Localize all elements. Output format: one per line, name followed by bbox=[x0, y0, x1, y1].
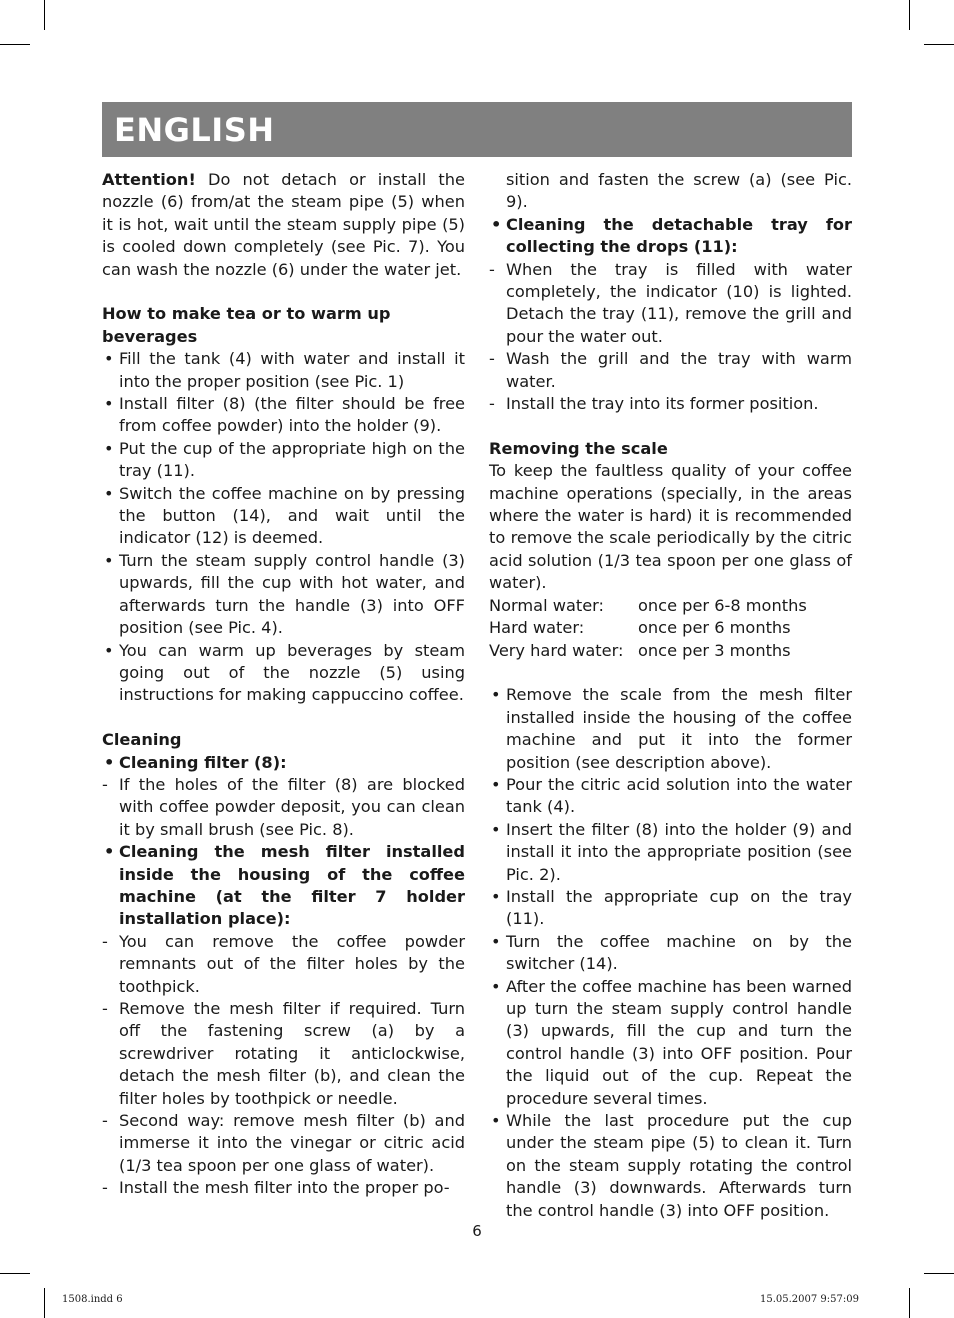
page-title: ENGLISH bbox=[114, 111, 275, 149]
list-item-text: Insert the filter (8) into the holder (9) and install it into the appropriate position (see Pic. 2). bbox=[506, 819, 852, 884]
bullet-mark: • bbox=[104, 842, 115, 862]
list-item bbox=[102, 640, 465, 707]
cleaning-filter-heading bbox=[102, 752, 465, 774]
right-column bbox=[489, 169, 852, 1222]
crop-mark bbox=[909, 1288, 910, 1318]
schedule-row bbox=[489, 640, 852, 662]
continued-text bbox=[489, 169, 852, 214]
list-item-text: Turn the steam supply control handle (3) upwards, fill the cup with hot water, and afterwards turn the handle (3) into OFF position (see Pic. 4). bbox=[119, 550, 465, 638]
dash-mark: - bbox=[102, 1111, 108, 1131]
schedule-value: once per 6-8 months bbox=[638, 595, 807, 615]
dash-mark: - bbox=[102, 774, 108, 794]
list-item-text: After the coffee machine has been warned up turn the steam supply control handle (3) upwards, fill the cup and turn the control handle (3) into OFF position. Pour the liquid out of the cup. Repeat the procedure several times. bbox=[506, 976, 852, 1108]
bullet-mark: • bbox=[104, 483, 114, 503]
schedule-label: Normal water: bbox=[489, 595, 605, 615]
list-item-text: Remove the mesh filter if required. Turn off the fastening screw (a) by a screwdriver rotating it anticlockwise, detach the mesh filter (b), and clean the filter holes by toothpick or needle. bbox=[119, 999, 465, 1108]
bullet-mark: • bbox=[104, 349, 114, 369]
list-item-text: Cleaning the mesh filter installed inside the housing of the coffee machine (at the filter 7 holder installation place): bbox=[119, 842, 465, 929]
bullet-mark: • bbox=[104, 438, 114, 458]
list-item bbox=[102, 348, 465, 393]
dash-mark: - bbox=[102, 1178, 108, 1198]
list-item-text: Install the appropriate cup on the tray (11). bbox=[506, 886, 852, 929]
header-bar bbox=[102, 102, 852, 157]
list-item bbox=[489, 1110, 852, 1222]
bullet-mark: • bbox=[104, 752, 115, 772]
list-item bbox=[102, 931, 465, 998]
list-item bbox=[489, 774, 852, 819]
list-item bbox=[489, 931, 852, 976]
bullet-mark: • bbox=[491, 931, 501, 951]
list-item-text: Install the tray into its former position. bbox=[506, 394, 819, 414]
schedule-value: once per 6 months bbox=[638, 618, 791, 638]
attention-paragraph bbox=[102, 169, 465, 281]
dash-mark: - bbox=[102, 999, 108, 1018]
list-item-text: You can remove the coffee powder remnants out of the filter holes by the toothpick. bbox=[119, 931, 465, 996]
list-item bbox=[489, 393, 852, 415]
list-item bbox=[489, 886, 852, 931]
bullet-mark: • bbox=[491, 774, 501, 794]
list-item bbox=[102, 438, 465, 483]
crop-mark bbox=[0, 44, 30, 45]
attention-text: Do not detach or install the nozzle (6) from/at the steam pipe (5) when it is hot, wait until the steam supply pipe (5) is cooled down completely (see Pic. 7). You can wash the nozzle (6) under the water jet. bbox=[102, 170, 465, 279]
list-item bbox=[102, 393, 465, 438]
bullet-mark: • bbox=[104, 550, 114, 570]
list-item-text: Turn the coffee machine on by the switcher (14). bbox=[506, 931, 852, 974]
bullet-mark: • bbox=[491, 976, 501, 996]
left-column bbox=[102, 169, 465, 1200]
spacer bbox=[102, 707, 465, 729]
list-item bbox=[102, 998, 465, 1110]
crop-mark bbox=[909, 0, 910, 30]
crop-mark bbox=[924, 44, 954, 45]
list-item bbox=[489, 684, 852, 774]
list-item-text: Install the mesh filter into the proper po- bbox=[119, 1178, 450, 1198]
list-item-text: While the last procedure put the cup under the steam pipe (5) to clean it. Turn on the steam supply rotating the control handle (3) downwards. Afterwards turn the control handle (3) into OFF position. bbox=[506, 1111, 852, 1220]
bullet-mark: • bbox=[491, 214, 502, 234]
list-item-text: Cleaning the detachable tray for collecting the drops (11): bbox=[506, 214, 852, 257]
spacer bbox=[102, 281, 465, 303]
mesh-filter-heading bbox=[102, 841, 465, 931]
list-item-text: Cleaning filter (8): bbox=[119, 752, 287, 772]
schedule-label: Very hard water: bbox=[489, 640, 624, 660]
list-item-text: sition and fasten the screw (a) (see Pic. 9). bbox=[506, 170, 852, 212]
bullet-mark: • bbox=[104, 394, 114, 414]
list-item bbox=[102, 483, 465, 550]
crop-mark bbox=[44, 1288, 45, 1318]
list-item bbox=[102, 1110, 465, 1177]
list-item bbox=[102, 774, 465, 841]
crop-mark bbox=[924, 1273, 954, 1274]
footer-file-name: 1508.indd 6 bbox=[62, 1294, 123, 1305]
list-item-text: When the tray is filled with water completely, the indicator (10) is lighted. Detach the tray (11), remove the grill and pour the water out. bbox=[506, 259, 852, 346]
bullet-mark: • bbox=[491, 685, 501, 705]
spacer bbox=[489, 662, 852, 684]
bullet-mark: • bbox=[491, 886, 501, 906]
scale-heading: Removing the scale bbox=[489, 438, 668, 458]
list-item bbox=[489, 819, 852, 886]
list-item-text: Remove the scale from the mesh filter installed inside the housing of the coffee machine and put it into the former position (see description above). bbox=[506, 685, 852, 772]
list-item-text: Fill the tank (4) with water and install it into the proper position (see Pic. 1) bbox=[119, 349, 465, 391]
crop-mark bbox=[0, 1273, 30, 1274]
dash-mark: - bbox=[489, 394, 495, 414]
list-item-text: Second way: remove mesh filter (b) and immerse it into the vinegar or citric acid (1/3 tea spoon per one glass of water). bbox=[119, 1111, 465, 1175]
bullet-mark: • bbox=[491, 1111, 501, 1131]
bullet-mark: • bbox=[104, 640, 114, 660]
bullet-mark: • bbox=[491, 819, 501, 839]
attention-label: Attention! bbox=[102, 170, 196, 189]
scale-intro: To keep the faultless quality of your coffee machine operations (specially, in the areas where the water is hard) it is recommended to remove the scale periodically by the citric acid solution (1/3 tea spoon per one glass of water). bbox=[489, 461, 852, 593]
list-item-text: If the holes of the filter (8) are blocked with coffee powder deposit, you can clean it by small brush (see Pic. 8). bbox=[119, 774, 465, 839]
list-item-text: Pour the citric acid solution into the water tank (4). bbox=[506, 774, 852, 817]
dash-mark: - bbox=[102, 931, 108, 951]
schedule-label: Hard water: bbox=[489, 618, 585, 638]
page-number: 6 bbox=[472, 1222, 482, 1240]
schedule-value: once per 3 months bbox=[638, 640, 791, 660]
tray-heading bbox=[489, 214, 852, 259]
list-item bbox=[102, 550, 465, 640]
schedule-row bbox=[489, 595, 852, 617]
crop-mark bbox=[44, 0, 45, 30]
cleaning-heading: Cleaning bbox=[102, 730, 182, 750]
list-item bbox=[489, 976, 852, 1110]
footer-date-time: 15.05.2007 9:57:09 bbox=[760, 1294, 859, 1305]
list-item-text: Switch the coffee machine on by pressing the button (14), and wait until the indicator (12) is deemed. bbox=[119, 483, 465, 548]
list-item bbox=[489, 348, 852, 393]
dash-mark: - bbox=[489, 259, 495, 279]
list-item-text: Wash the grill and the tray with warm water. bbox=[506, 349, 852, 391]
list-item-text: You can warm up beverages by steam going out of the nozzle (5) using instructions for making cappuccino coffee. bbox=[119, 640, 465, 705]
spacer bbox=[489, 415, 852, 437]
schedule-row bbox=[489, 617, 852, 639]
tea-heading: How to make tea or to warm up beverages bbox=[102, 304, 391, 346]
list-item bbox=[102, 1177, 465, 1199]
list-item-text: Put the cup of the appropriate high on the tray (11). bbox=[119, 438, 465, 481]
dash-mark: - bbox=[489, 349, 495, 369]
list-item-text: Install filter (8) (the filter should be free from coffee powder) into the holder (9). bbox=[119, 394, 465, 436]
list-item bbox=[489, 259, 852, 349]
